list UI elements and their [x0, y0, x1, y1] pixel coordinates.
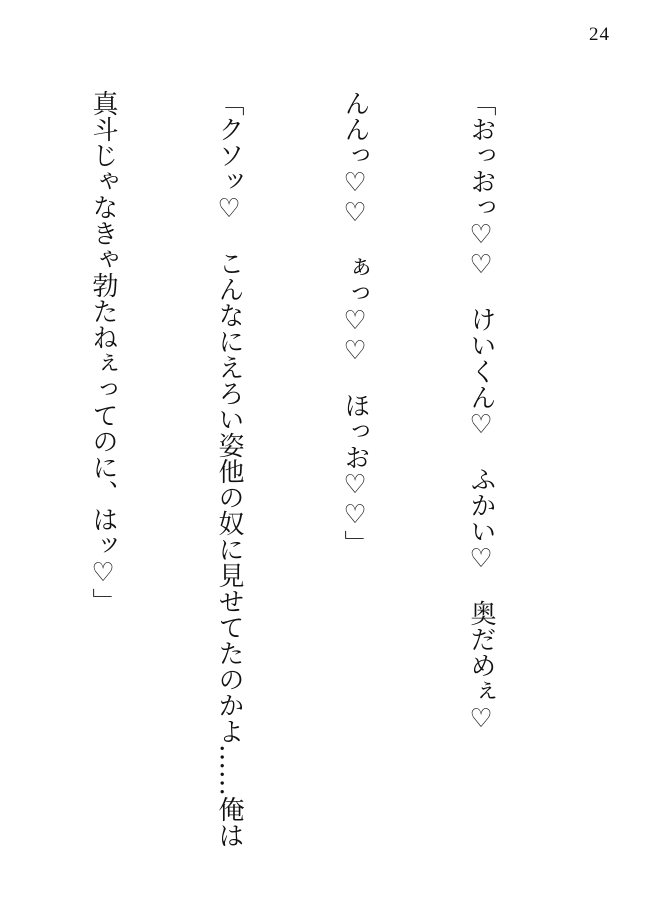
page-number: 24 — [589, 24, 610, 45]
text-line: 真斗じゃなきゃ勃たねぇってのに、はッ♡」 — [88, 90, 118, 614]
text-line: 「おっおっ♡♡ けいくん♡ ふかい♡ 奥だめぇ♡ — [466, 90, 496, 734]
text-line: んんっ♡♡ ぁっ♡♡ ほっお♡♡」 — [340, 90, 370, 556]
text-line: 「クソッ♡ こんなにえろい姿他の奴に見せてたのかよ……俺は — [214, 90, 244, 848]
vertical-text-body — [68, 90, 586, 860]
